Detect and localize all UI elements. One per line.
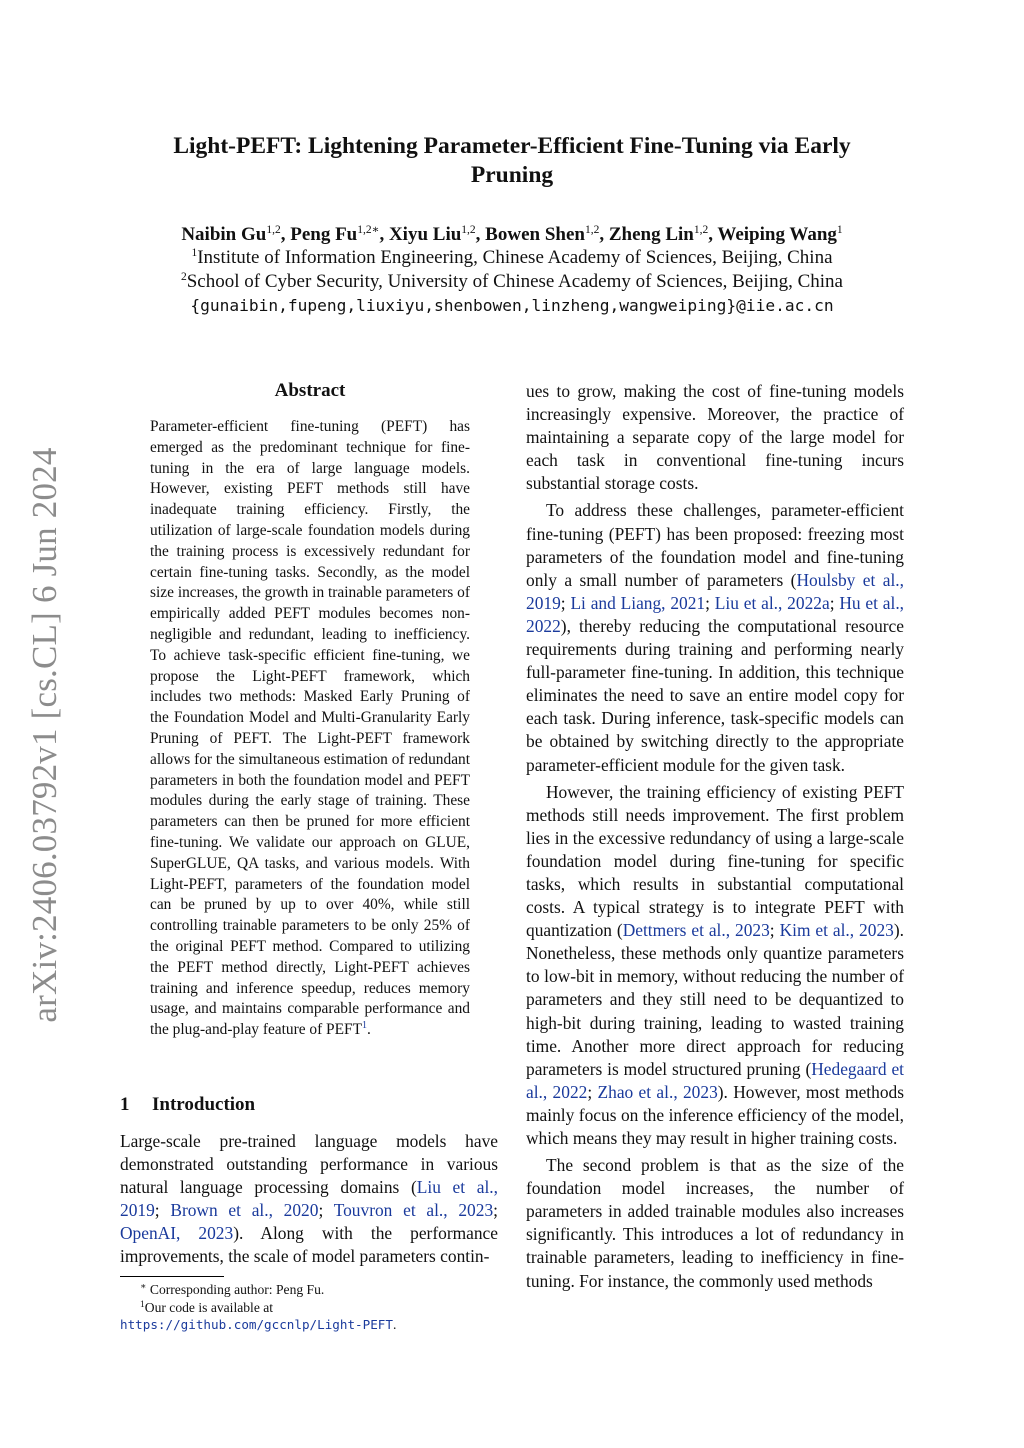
author-separator: , [280,224,291,245]
footnote-corresponding-text: Corresponding author: Peng Fu. [149,1282,325,1297]
author-name: Peng Fu [290,224,358,245]
section-title: Introduction [152,1094,256,1115]
intro-paragraph [120,1130,498,1269]
affiliation-2-text: School of Cyber Security, University of Chinese Academy of Sciences, Beijing, China [186,271,843,292]
citation-link[interactable]: Liu et al., 2022a [714,592,830,613]
citation-link[interactable]: Hedegaard et al., 2022 [526,1058,904,1102]
paragraph-text: ; [587,1081,598,1102]
author-name: Zheng Lin [608,224,694,245]
footnote-star-mark: ∗ [140,1282,147,1292]
paper-title: Light-PEFT: Lightening Parameter-Efficient Fine-Tuning via Early Pruning [173,133,851,188]
footnote-corresponding [120,1281,500,1299]
affiliation-1 [100,246,924,270]
intro-right-column [526,380,904,1293]
citation-link[interactable]: Dettmers et al., 2023 [622,920,770,941]
code-repository-link[interactable]: https://github.com/gccnlp/Light-PEFT [120,1317,393,1332]
author-affiliation-mark: 1,2 [266,224,281,236]
intro-paragraph [526,380,904,495]
paragraph-text: The second problem is that as the size of the foundation model increases, the number of parameters in added trainable modules also increases significantly. This introduces a lot of redundancy in trainable parameters, leading to inefficiency in fine-tuning. For instance, the commonly used methods [526,1155,904,1291]
abstract-body [150,417,470,1041]
paragraph-text: Large-scale pre-trained language models have demonstrated outstanding performance in various natural language processing domains ( [120,1131,498,1198]
author-affiliation-mark: 1,2 [693,224,709,236]
citation-link[interactable]: OpenAI, 2023 [120,1223,234,1244]
paragraph-text: ). Along with the performance improvements, the scale of model parameters contin- [120,1223,498,1267]
citation-link[interactable]: Hu et al., 2022 [526,592,905,636]
author-affiliation-mark: 1,2 [461,224,476,236]
section-heading-introduction [120,1093,255,1117]
section-number: 1 [120,1094,130,1115]
paragraph-text: ; [829,592,840,613]
intro-left-column [120,1130,498,1269]
footnotes [120,1281,500,1334]
author-name: Bowen Shen [485,224,585,245]
footnote-code [120,1299,500,1334]
paragraph-text: ). However, most methods mainly focus on the inference efficiency of the model, which means they may result in higher training costs. [526,1081,904,1148]
paragraph-text: However, the training efficiency of existing PEFT methods still needs improvement. The first problem lies in the excessive redundancy of using a large-scale foundation model during fine-tuning for specific tasks, which results in substantial computational costs. A typical strategy is to integrate PEFT with quantization ( [526,781,904,941]
author-name: Naibin Gu [181,224,267,245]
affiliation-1-mark: 1 [191,247,198,259]
affiliation-2 [100,270,924,294]
affiliation-2-mark: 2 [180,271,187,283]
paragraph-text: ues to grow, making the cost of fine-tuning models increasingly expensive. Moreover, the practice of maintaining a separate copy of the large model for each task in conventional fine-tuning incurs substantial storage costs. [526,381,904,494]
paragraph-text: ; [769,920,780,941]
author-affiliation-mark: 1 [836,224,843,236]
citation-link[interactable]: Touvron et al., 2023 [333,1200,494,1221]
author-separator: , [379,224,389,245]
author-emails: {gunaibin,fupeng,liuxiyu,shenbowen,linzheng,wangweiping}@iie.ac.cn [190,296,834,315]
paragraph-text: To address these challenges, parameter-efficient fine-tuning (PEFT) has been proposed: freezing most parameters of the foundation model and fine-tuning only a small number of parameters ( [526,500,904,590]
citation-link[interactable]: Zhao et al., 2023 [597,1081,718,1102]
paragraph-text: ; [705,592,715,613]
author-separator: , [475,224,486,245]
citation-link[interactable]: Brown et al., 2020 [170,1200,319,1221]
arxiv-sidebar [14,380,76,1090]
author-affiliation-mark: 1,2∗ [357,224,380,236]
abstract-heading: Abstract [274,380,346,401]
paragraph-text: ; [154,1200,171,1221]
affiliation-1-text: Institute of Information Engineering, Chinese Academy of Sciences, Beijing, China [197,247,833,268]
footnote-code-mark: 1 [140,1299,145,1310]
author-affiliation-mark: 1,2 [584,224,600,236]
arxiv-identifier: arXiv:2406.03792v1 [cs.CL] 6 Jun 2024 [25,447,64,1023]
paragraph-text: ; [318,1200,334,1221]
citation-link[interactable]: Liu et al., 2019 [120,1177,498,1221]
footnote-ref-1[interactable]: 1 [361,1020,367,1032]
paragraph-text: ; [493,1200,498,1221]
footnote-divider [120,1276,224,1277]
citation-link[interactable]: Houlsby et al., 2019 [526,569,904,613]
intro-paragraph [526,781,904,1151]
citation-link[interactable]: Kim et al., 2023 [779,920,894,941]
author-separator: , [708,224,718,245]
author-separator: , [599,224,609,245]
paragraph-text: ). Nonetheless, these methods only quantize parameters to low-bit in memory, without reducing the number of parameters and they still need to be dequantized to high-bit during training, leading to wasted training time. Another more direct approach for reducing parameters is model structured pruning ( [526,920,904,1079]
paragraph-text: ), thereby reducing the computational resource requirements during training and performing nearly full-parameter fine-tuning. In addition, this technique eliminates the need to save an entire model copy for each task. During inference, task-specific models can be obtained by switching directly to the appropriate parameter-efficient module for the given task. [526,615,904,775]
intro-paragraph [526,1154,904,1293]
author-name: Weiping Wang [717,224,837,245]
footnote-code-text: Our code is available at [144,1299,274,1315]
footnote-code-end: . [392,1317,397,1332]
abstract-text: Parameter-efficient fine-tuning (PEFT) has emerged as the predominant technique for fine-tuning in the era of large language models. However, existing PEFT methods still have inadequate training efficiency. Firstly, the utilization of large-scale foundation models during the training process is excessively redundant for certain fine-tuning tasks. Secondly, as the model size increases, the growth in trainable parameters of empirically added PEFT modules becomes non-negligible and redundant, leading to inefficiency. To achieve task-specific efficient fine-tuning, we propose the Light-PEFT framework, which includes two methods: Masked Early Pruning of the Foundation Model and Multi-Granularity Early Pruning of PEFT. The Light-PEFT framework allows for the simultaneous estimation of redundant parameters in both the foundation model and PEFT modules during the early stage of training. These parameters can then be pruned for more efficient fine-tuning. We validate our approach on GLUE, SuperGLUE, QA tasks, and various models. With Light-PEFT, parameters of the foundation model can be pruned by up to over 40%, while still controlling trainable parameters to be only 25% of the original PEFT method. Compared to utilizing the PEFT method directly, Light-PEFT achieves training and inference speedup, reduces memory usage, and maintains comparable performance and the plug-and-play feature of PEFT [150,418,470,1039]
author-name: Xiyu Liu [388,224,462,245]
citation-link[interactable]: Li and Liang, 2021 [570,592,706,613]
paragraph-text: ; [560,592,571,613]
abstract-end: . [366,1021,371,1039]
intro-paragraph [526,499,904,776]
author-list [100,222,924,248]
